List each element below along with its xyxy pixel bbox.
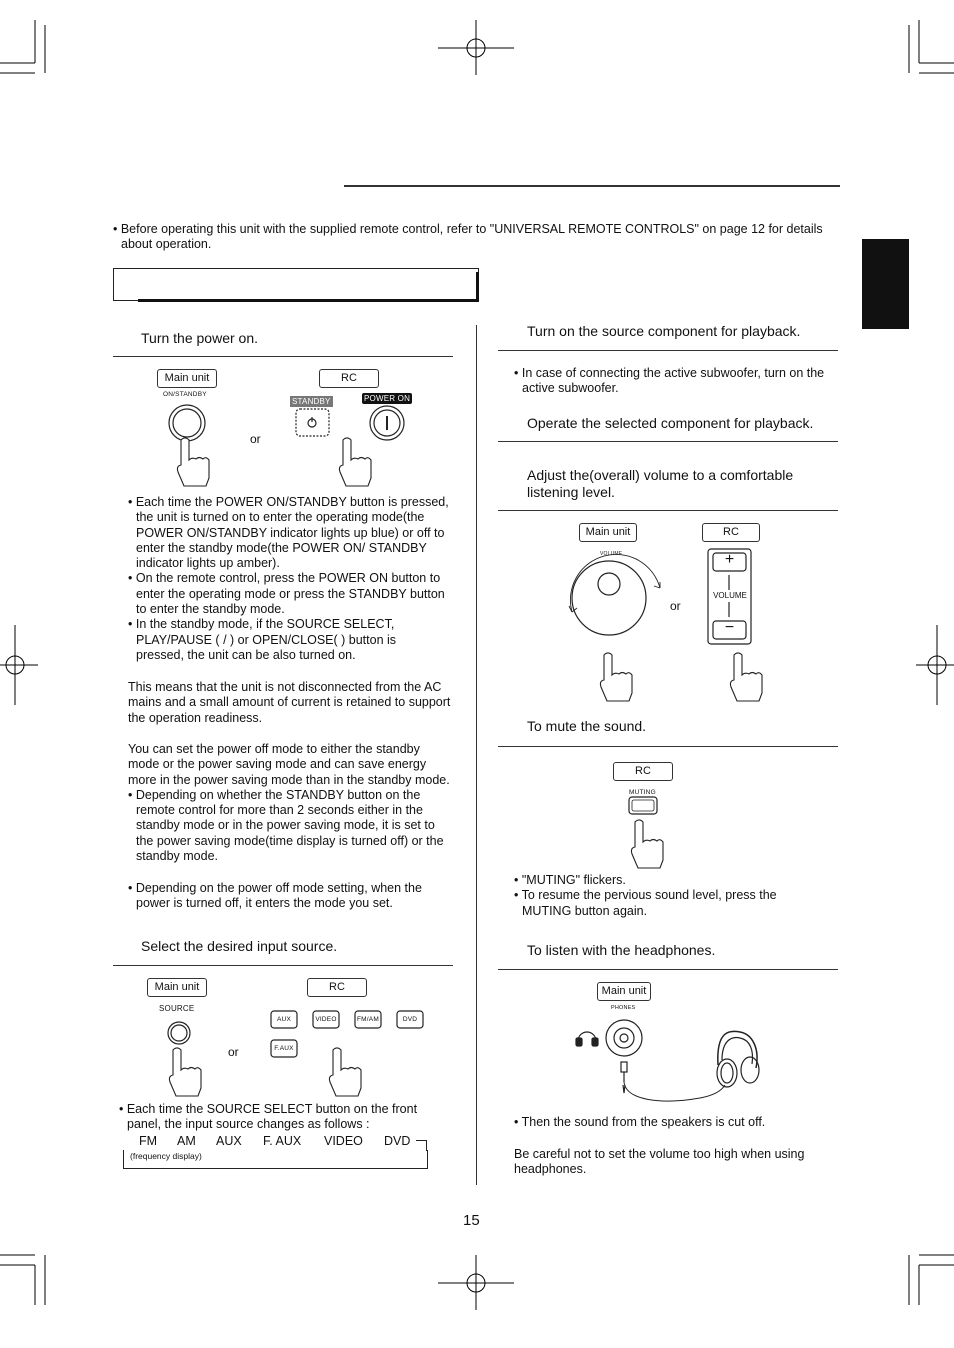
phones-notes: • Then the sound from the speakers is cut off.	[514, 1115, 766, 1129]
step2-title: Select the desired input source.	[141, 938, 338, 954]
headphones-set	[717, 1031, 759, 1087]
standby-paragraph: This means that the unit is not disconnected from the AC mains and a small amount of current is retained to support the operation readiness.	[128, 680, 451, 725]
main-unit-label: Main unit	[597, 982, 651, 1001]
power-mode-paragraph: You can set the power off mode to either the standby mode or the power saving mode and can save energy more in the power saving mode than in the standby mode. • Depending on whether the STANDBY button on the remote control for more than 2 seconds either in the standby mode or in the power saving mode, it is set to the power saving mode(time display is turned off) or the standby mode.	[128, 742, 450, 864]
main-unit-label: Main unit	[147, 978, 207, 997]
page-number: 15	[463, 1212, 480, 1229]
step7-title: To listen with the headphones.	[527, 942, 716, 958]
step5-title: Adjust the(overall) volume to a comfortable listening level.	[527, 467, 794, 500]
source-caption: SOURCE	[159, 1004, 195, 1013]
rc-label: RC	[702, 523, 760, 542]
faux-button-label[interactable]: F.AUX	[274, 1045, 294, 1052]
video-button-label[interactable]: VIDEO	[315, 1016, 337, 1023]
power-on-caption: POWER ON	[364, 394, 411, 403]
source-notes: • Each time the SOURCE SELECT button on the front panel, the input source changes as follows :	[119, 1102, 418, 1132]
rc-volume-caption: VOLUME	[713, 591, 747, 600]
intro-note: • Before operating this unit with the supplied remote control, refer to "UNIVERSAL REMOTE CONTROLS" on page 12 for details about operation.	[113, 222, 823, 252]
main-unit-label: Main unit	[157, 369, 217, 388]
on-standby-caption: ON/STANDBY	[163, 391, 207, 398]
volume-knob-caption: VOLUME	[600, 551, 623, 557]
or-text-3: or	[670, 599, 681, 613]
power-notes: • Each time the POWER ON/STANDBY button is pressed, the unit is turned on to enter the operating mode(the POWER ON/STANDBY indicator lights up blue) or off to enter the standby mode(the POWER ON/ STANDBY indicator lights up amber). • On the remote control, press the POWER ON button to enter the operating mode or press the STANDBY button to enter the standby mode. • In the standby mode, if the SOURCE SELECT, PLAY/PAUSE ( / ) or OPEN/CLOSE( ) button is pressed, the unit can be also turned on.	[128, 495, 449, 662]
step1-title: Turn the power on.	[141, 330, 258, 346]
or-text-2: or	[228, 1045, 239, 1059]
aux-button-label[interactable]: AUX	[277, 1016, 291, 1023]
standby-caption: STANDBY	[292, 397, 331, 406]
rc-label: RC	[307, 978, 367, 997]
dvd-button-label[interactable]: DVD	[402, 1016, 418, 1023]
or-text-1: or	[250, 432, 261, 446]
phones-caption: PHONES	[611, 1005, 636, 1011]
step3-title: Turn on the source component for playback.	[527, 323, 801, 339]
muting-notes: • "MUTING" flickers. • To resume the pervious sound level, press the MUTING button again.	[514, 873, 777, 918]
subwoofer-note: • In case of connecting the active subwoofer, turn on the active subwoofer.	[514, 366, 825, 396]
headphones-icon	[576, 1032, 598, 1046]
fmam-button-label[interactable]: FM/AM	[357, 1016, 379, 1023]
power-off-paragraph: • Depending on the power off mode setting, when the power is turned off, it enters the mode you set.	[128, 881, 422, 911]
step6-title: To mute the sound.	[527, 718, 647, 734]
main-unit-label: Main unit	[579, 523, 637, 542]
frequency-display-caption: (frequency display)	[130, 1151, 202, 1161]
phones-jack	[606, 1020, 642, 1056]
step4-title: Operate the selected component for playback.	[527, 415, 814, 431]
rc-label: RC	[613, 762, 673, 781]
volume-plus-label[interactable]: +	[724, 551, 735, 568]
rc-label: RC	[319, 369, 379, 388]
volume-minus-label[interactable]: −	[724, 619, 735, 636]
muting-caption: MUTING	[629, 789, 656, 796]
headphones-caution: Be careful not to set the volume too high when using headphones.	[514, 1147, 805, 1177]
